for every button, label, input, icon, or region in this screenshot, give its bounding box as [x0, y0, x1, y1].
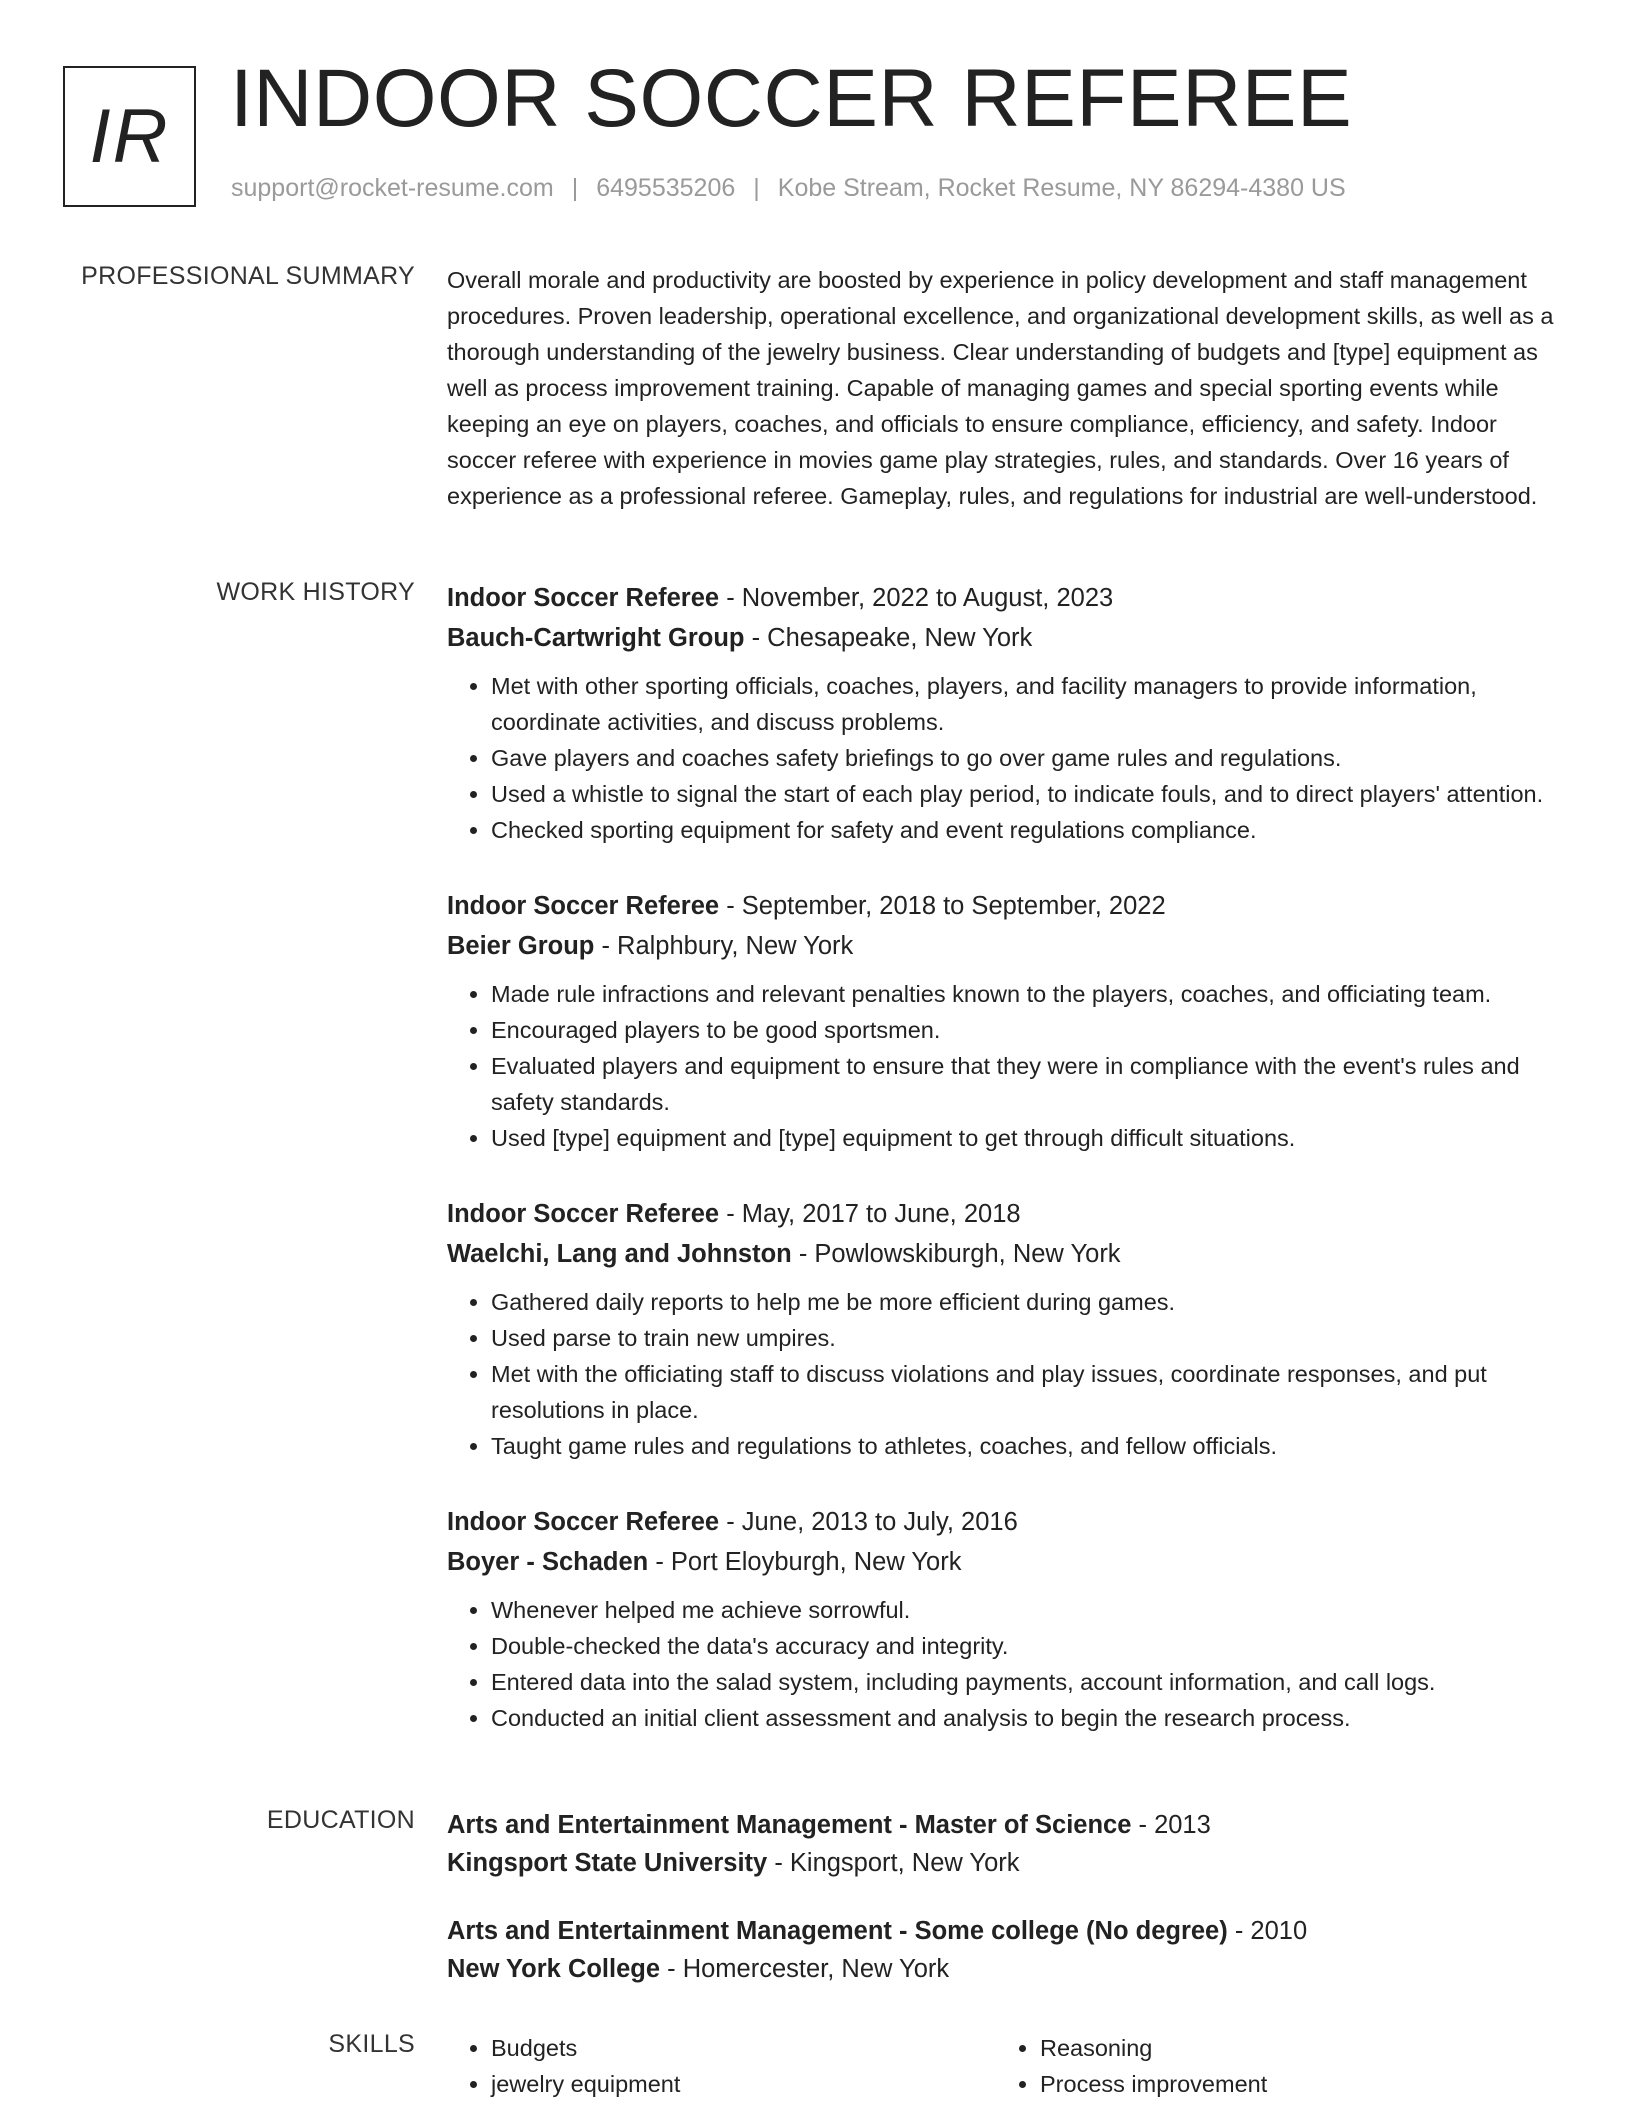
job-title: Indoor Soccer Referee	[447, 1508, 720, 1536]
summary-text: Overall morale and productivity are boosted by experience in policy development and staff management procedures. Proven leadership, operational excellence, and organizational development skills, as well as a thorough understanding of the jewelry business. Clear understanding of budgets and [type] equipment as well as process improvement training. Capable of managing games and special sporting events while keeping an eye on players, coaches, and officials to ensure compliance, efficiency, and safety. Indoor soccer referee with experience in movies game play strategies, rules, and standards. Over 16 years of experience as a professional referee. Gameplay, rules, and regulations for industrial are well-understood.	[447, 267, 1554, 509]
contact-line	[231, 174, 1346, 203]
job-title: Indoor Soccer Referee	[447, 584, 720, 612]
job-bullets	[447, 1592, 1562, 1736]
job-company: Waelchi, Lang and Johnston	[447, 1240, 792, 1268]
job-entry	[447, 886, 1562, 1156]
job-bullet: • Used [type] equipment and [type] equipment to get through difficult situations.	[491, 1120, 1562, 1156]
job-bullet: • Evaluated players and equipment to ensure that they were in compliance with the event's rules and safety standards.	[491, 1048, 1562, 1120]
education-year: - 2013	[1131, 1811, 1211, 1839]
job-location: - Port Eloyburgh, New York	[648, 1548, 962, 1576]
job-bullet: • Met with other sporting officials, coaches, players, and facility managers to provide information, coordinate activities, and discuss problems.	[491, 668, 1562, 740]
job-bullets	[447, 976, 1562, 1156]
skill-item: • Process improvement	[1040, 2066, 1545, 2102]
job-dates: - June, 2013 to July, 2016	[719, 1508, 1018, 1536]
job-entry	[447, 1194, 1562, 1464]
job-entry	[447, 578, 1562, 848]
job-company: Boyer - Schaden	[447, 1548, 649, 1576]
job-bullet: • Used parse to train new umpires.	[491, 1320, 1562, 1356]
contact-separator: |	[753, 174, 760, 202]
job-bullets	[447, 1284, 1562, 1464]
skill-item: • Reasoning	[1040, 2030, 1545, 2066]
job-bullet: • Gathered daily reports to help me be more efficient during games.	[491, 1284, 1562, 1320]
contact-separator: |	[571, 174, 579, 202]
job-bullet: • Whenever helped me achieve sorrowful.	[491, 1592, 1562, 1628]
job-bullet: • Entered data into the salad system, including payments, account information, and call logs.	[491, 1664, 1562, 1700]
resume-title: INDOOR SOCCER REFEREE	[230, 53, 1353, 144]
education-degree: Arts and Entertainment Management - Some college (No degree)	[447, 1917, 1228, 1945]
job-title: Indoor Soccer Referee	[447, 1200, 720, 1228]
skills-columns	[447, 2030, 1562, 2102]
education-degree: Arts and Entertainment Management - Master of Science	[447, 1811, 1132, 1839]
education-heading: EDUCATION	[266, 1806, 415, 1834]
contact-address: Kobe Stream, Rocket Resume, NY 86294-4380 US	[777, 174, 1346, 202]
job-bullets	[447, 668, 1562, 848]
job-bullet: • Used a whistle to signal the start of each play period, to indicate fouls, and to direct players' attention.	[491, 776, 1562, 812]
job-location: - Ralphbury, New York	[594, 932, 854, 960]
job-bullet: • Made rule infractions and relevant penalties known to the players, coaches, and officiating team.	[491, 976, 1562, 1012]
education-school: Kingsport State University	[447, 1849, 768, 1877]
job-company: Bauch-Cartwright Group	[447, 624, 745, 652]
job-bullet: • Taught game rules and regulations to athletes, coaches, and fellow officials.	[491, 1428, 1562, 1464]
education-school: New York College	[447, 1955, 661, 1983]
job-bullet: • Double-checked the data's accuracy and integrity.	[491, 1628, 1562, 1664]
education-entry	[447, 1912, 1562, 1988]
job-title: Indoor Soccer Referee	[447, 892, 720, 920]
education-entry	[447, 1806, 1562, 1882]
education-location: - Homercester, New York	[660, 1955, 950, 1983]
job-dates: - September, 2018 to September, 2022	[719, 892, 1166, 920]
contact-phone: 6495535206	[596, 174, 736, 202]
skills-column-right	[996, 2030, 1545, 2102]
education-location: - Kingsport, New York	[767, 1849, 1020, 1877]
skills-column-left	[447, 2030, 996, 2102]
job-location: - Powlowskiburgh, New York	[791, 1240, 1121, 1268]
job-location: - Chesapeake, New York	[744, 624, 1033, 652]
work-history-heading: WORK HISTORY	[216, 578, 415, 606]
job-entry	[447, 1502, 1562, 1736]
skill-item: • Budgets	[491, 2030, 996, 2066]
education-year: - 2010	[1227, 1917, 1308, 1945]
skill-item: • jewelry equipment	[491, 2066, 996, 2102]
job-bullet: • Encouraged players to be good sportsmen.	[491, 1012, 1562, 1048]
job-bullet: • Gave players and coaches safety briefings to go over game rules and regulations.	[491, 740, 1562, 776]
job-company: Beier Group	[447, 932, 595, 960]
monogram-logo: IR	[63, 66, 196, 207]
job-bullet: • Conducted an initial client assessment and analysis to begin the research process.	[491, 1700, 1562, 1736]
job-bullet: • Checked sporting equipment for safety and event regulations compliance.	[491, 812, 1562, 848]
contact-email: support@rocket-resume.com	[231, 174, 554, 202]
skills-heading: SKILLS	[328, 2030, 415, 2058]
job-bullet: • Met with the officiating staff to discuss violations and play issues, coordinate responses, and put resolutions in place.	[491, 1356, 1562, 1428]
job-dates: - May, 2017 to June, 2018	[719, 1200, 1021, 1228]
job-dates: - November, 2022 to August, 2023	[719, 584, 1114, 612]
summary-heading: PROFESSIONAL SUMMARY	[81, 262, 415, 290]
